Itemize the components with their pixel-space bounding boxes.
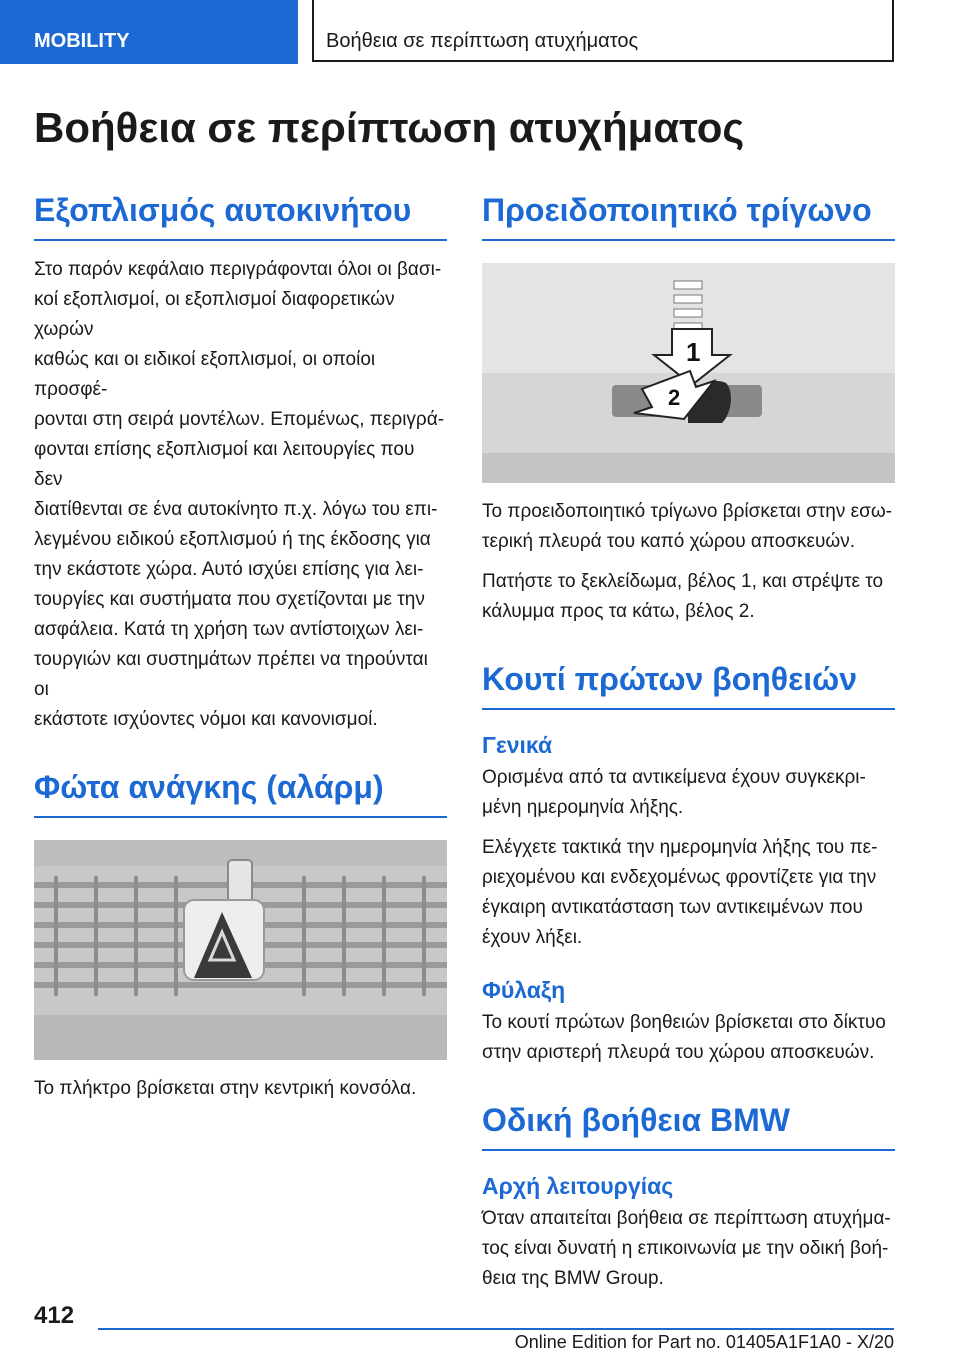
storage-line: Το κουτί πρώτων βοηθειών βρίσκεται στο δίκτυο — [482, 1012, 886, 1033]
general-line: Ορισμένα από τα αντικείμενα έχουν συγκεκρι- — [482, 767, 866, 788]
equipment-paragraph — [34, 255, 447, 735]
general-line: Ελέγχετε τακτικά την ημερομηνία λήξης του πε- — [482, 837, 878, 858]
roadside-paragraph — [482, 1204, 895, 1294]
triangle-line: Το προειδοποιητικό τρίγωνο βρίσκεται στην εσω- — [482, 501, 892, 522]
triangle-paragraph-1 — [482, 497, 895, 557]
general-line: μένη ημερομηνία λήξης. — [482, 797, 684, 818]
hazard-heading: Φώτα ανάγκης (αλάρμ) — [34, 761, 447, 818]
breadcrumb — [312, 0, 894, 62]
equipment-line: ρονται στη σειρά μοντέλων. Επομένως, περιγρά- — [34, 409, 445, 430]
arrow-2-label: 2 — [668, 385, 681, 410]
general-line: ριεχομένου και ενδεχομένως φροντίζετε για την — [482, 867, 877, 888]
equipment-line: τουργίες και συστήματα που σχετίζονται με την — [34, 589, 425, 610]
general-subheading: Γενικά — [482, 732, 553, 758]
section-tab — [0, 0, 298, 64]
storage-subheading: Φύλαξη — [482, 977, 566, 1003]
right-column — [482, 184, 895, 1294]
equipment-line: εκάστοτε ισχύοντες νόμοι και κανονισμοί. — [34, 709, 378, 730]
general-paragraph-1 — [482, 763, 895, 823]
triangle-heading: Προειδοποιητικό τρίγωνο — [482, 184, 895, 241]
equipment-heading: Εξοπλισμός αυτοκινήτου — [34, 184, 447, 241]
breadcrumb-label: Βοήθεια σε περίπτωση ατυχήματος — [326, 30, 639, 52]
footer-divider — [98, 1328, 894, 1330]
general-line: έχουν λήξει. — [482, 927, 583, 948]
triangle-paragraph-2 — [482, 567, 895, 627]
section-tab-label: MOBILITY — [34, 30, 130, 52]
roadside-heading: Οδική βοήθεια BMW — [482, 1094, 895, 1151]
equipment-line: ασφάλεια. Κατά τη χρήση των αντίστοιχων λει- — [34, 619, 424, 640]
page-title: Βοήθεια σε περίπτωση ατυχήματος — [34, 104, 745, 151]
roadside-line: Όταν απαιτείται βοήθεια σε περίπτωση ατυχήμα- — [482, 1208, 891, 1229]
hazard-switch-image — [34, 840, 447, 1060]
equipment-line: διατίθενται σε ένα αυτοκίνητο π.χ. λόγω του επι- — [34, 499, 438, 520]
general-line: έγκαιρη αντικατάσταση των αντικειμένων που — [482, 897, 863, 918]
triangle-line: τερική πλευρά του καπό χώρου αποσκευών. — [482, 531, 856, 552]
warning-triangle-image — [482, 263, 895, 483]
roadside-line: θεια της BMW Group. — [482, 1268, 664, 1289]
principle-subheading: Αρχή λειτουργίας — [482, 1173, 674, 1199]
equipment-line: Στο παρόν κεφάλαιο περιγράφονται όλοι οι βασι- — [34, 259, 442, 280]
equipment-line: τουργιών και συστημάτων πρέπει να τηρούνται οι — [34, 649, 428, 700]
page-number: 412 — [34, 1302, 75, 1329]
triangle-line: Πατήστε το ξεκλείδωμα, βέλος 1, και στρέψτε το — [482, 571, 884, 592]
firstaid-heading: Κουτί πρώτων βοηθειών — [482, 653, 895, 710]
left-column — [34, 184, 447, 1104]
hazard-caption: Το πλήκτρο βρίσκεται στην κεντρική κονσόλα. — [34, 1078, 417, 1099]
storage-paragraph — [482, 1008, 895, 1068]
triangle-line: κάλυμμα προς τα κάτω, βέλος 2. — [482, 601, 755, 622]
edition-note: Online Edition for Part no. 01405A1F1A0 - X/20 — [514, 1332, 894, 1352]
roadside-line: τος είναι δυνατή η επικοινωνία με την οδική βοή- — [482, 1238, 889, 1259]
storage-line: στην αριστερή πλευρά του χώρου αποσκευών. — [482, 1042, 875, 1063]
arrow-1-label: 1 — [686, 337, 701, 367]
equipment-line: την εκάστοτε χώρα. Αυτό ισχύει επίσης για λει- — [34, 559, 424, 580]
general-paragraph-2 — [482, 833, 895, 953]
equipment-line: λεγμένου ειδικού εξοπλισμού ή της έκδοσης για — [34, 529, 431, 550]
equipment-line: καθώς και οι ειδικοί εξοπλισμοί, οι οποίοι προσφέ- — [34, 349, 376, 400]
equipment-line: κοί εξοπλισμοί, οι εξοπλισμοί διαφορετικών χωρών — [34, 289, 395, 340]
equipment-line: φονται επίσης εξοπλισμοί και λειτουργίες που δεν — [34, 439, 415, 490]
